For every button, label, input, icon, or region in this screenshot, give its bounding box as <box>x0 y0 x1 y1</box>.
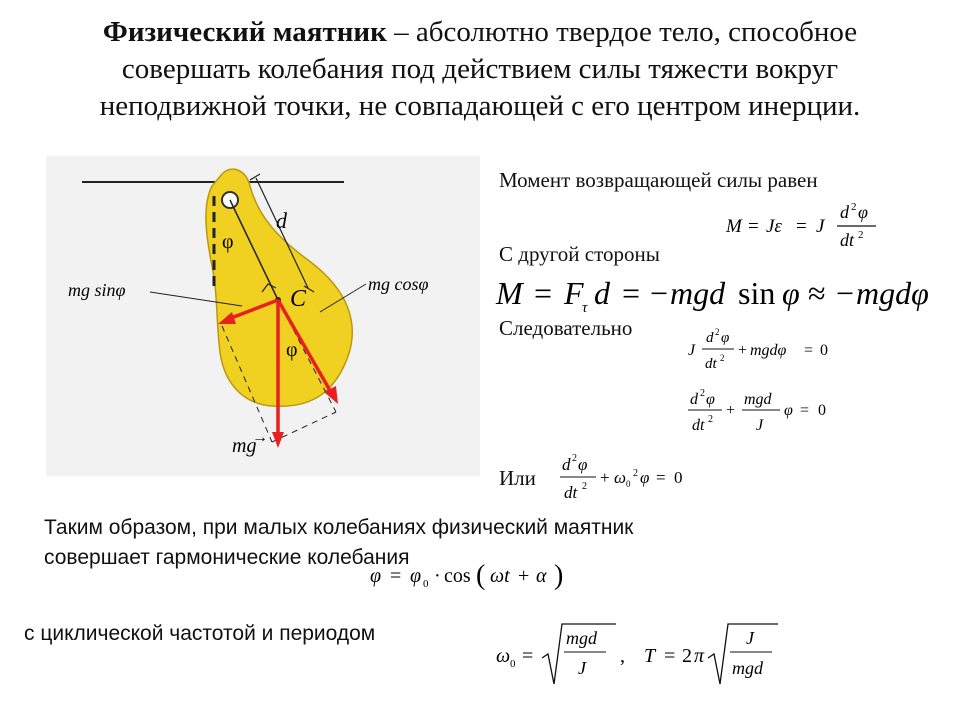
svg-text:2: 2 <box>708 414 713 425</box>
svg-text:≈: ≈ <box>808 275 826 311</box>
svg-text:φ: φ <box>640 468 650 487</box>
svg-text:0: 0 <box>626 479 631 489</box>
svg-text:0: 0 <box>818 402 826 419</box>
svg-text:ωt: ωt <box>490 565 510 587</box>
svg-text:M: M <box>726 216 742 237</box>
svg-text:T: T <box>644 645 656 667</box>
svg-text:d: d <box>706 330 714 346</box>
definition-line-3: неподвижной точки, не совпадающей с его центром инерции. <box>99 90 861 122</box>
svg-text:ω: ω <box>614 468 627 487</box>
equation-harmonic <box>556 446 716 506</box>
svg-text:dt: dt <box>840 230 855 250</box>
svg-text:2: 2 <box>720 353 725 363</box>
label-center: C <box>290 286 307 312</box>
svg-text:d: d <box>562 455 571 474</box>
svg-text:=: = <box>804 342 814 359</box>
svg-text:φ: φ <box>721 330 730 346</box>
label-d: d <box>276 208 287 233</box>
svg-text:τ: τ <box>582 300 588 316</box>
svg-text:0: 0 <box>510 658 516 670</box>
svg-text:2: 2 <box>700 388 705 399</box>
svg-text:·: · <box>434 565 441 587</box>
svg-text:φ: φ <box>706 391 715 408</box>
svg-text:φ: φ <box>858 202 868 222</box>
svg-text:mgdφ: mgdφ <box>856 275 929 311</box>
svg-text:φ: φ <box>784 402 793 419</box>
svg-text:φ: φ <box>578 455 588 474</box>
svg-text:J: J <box>756 417 764 434</box>
svg-text:φ: φ <box>410 565 422 587</box>
frequency-label: с циклической частотой и периодом <box>24 622 376 645</box>
equation-motion-1 <box>686 326 846 376</box>
svg-text:=: = <box>664 645 676 667</box>
svg-text:,: , <box>620 645 625 667</box>
label-phi-bottom: φ <box>286 339 298 361</box>
svg-text:α: α <box>536 565 547 587</box>
svg-text:+: + <box>738 342 748 359</box>
svg-text:mgd: mgd <box>744 391 772 408</box>
label-mg-cos: mg cosφ <box>368 274 429 294</box>
svg-text:): ) <box>554 560 564 591</box>
svg-text:mgdφ: mgdφ <box>750 342 787 359</box>
definition-line-1: – абсолютно твердое тело, способное <box>386 16 858 48</box>
svg-text:dt: dt <box>705 356 717 372</box>
equation-solution <box>368 556 598 592</box>
svg-text:=: = <box>800 402 810 419</box>
definition-line-2: совершать колебания под действием силы тяжести вокруг <box>121 53 839 85</box>
svg-text:d: d <box>690 391 698 408</box>
conclusion-line-2: совершает гармонические колебания <box>44 546 410 569</box>
svg-text:d: d <box>840 202 849 222</box>
svg-text:cos: cos <box>444 565 471 587</box>
svg-text:=: = <box>534 275 553 311</box>
svg-text:2: 2 <box>682 645 692 667</box>
svg-text:+: + <box>726 402 736 419</box>
svg-text:+: + <box>600 468 610 487</box>
term-physical-pendulum: Физический маятник <box>102 16 387 48</box>
svg-text:2: 2 <box>715 327 720 337</box>
svg-text:0: 0 <box>820 342 828 359</box>
conclusion-line-1: Таким образом, при малых колебаниях физический маятник <box>44 516 634 539</box>
svg-text:sin: sin <box>738 275 776 311</box>
svg-text:d: d <box>594 275 610 311</box>
pendulum-figure <box>46 156 480 476</box>
svg-text:−: − <box>836 275 855 311</box>
svg-text:2: 2 <box>572 453 577 464</box>
svg-text:J: J <box>746 628 754 648</box>
label-mg-sin: mg sinφ <box>68 280 126 300</box>
moment-label: Момент возвращающей силы равен <box>499 168 818 192</box>
svg-text:M: M <box>496 275 523 311</box>
equation-frequency-period <box>494 618 794 692</box>
svg-text:Jε: Jε <box>766 216 782 237</box>
definition-title <box>40 14 920 125</box>
svg-text:2: 2 <box>851 201 857 213</box>
svg-text:=: = <box>796 216 807 237</box>
svg-text:π: π <box>694 645 705 667</box>
svg-text:mgd: mgd <box>566 628 597 648</box>
svg-text:2: 2 <box>582 481 587 492</box>
svg-text:F: F <box>564 275 584 311</box>
svg-text:J: J <box>578 658 586 678</box>
svg-text:mgd: mgd <box>732 658 763 678</box>
label-weight: mg <box>232 435 257 457</box>
other-side-label: С другой стороны <box>499 242 660 266</box>
equation-motion-2 <box>686 384 846 438</box>
weight-vector-mark: → <box>252 429 268 446</box>
svg-text:mgd: mgd <box>670 275 726 311</box>
svg-text:=: = <box>656 468 666 487</box>
svg-text:2: 2 <box>858 229 864 241</box>
equation-torque <box>494 268 950 318</box>
svg-text:−: − <box>650 275 669 311</box>
label-phi-top: φ <box>222 231 234 253</box>
svg-text:ω: ω <box>496 645 511 667</box>
svg-text:=: = <box>748 216 759 237</box>
svg-text:0: 0 <box>674 468 683 487</box>
svg-text:+: + <box>518 565 530 587</box>
svg-text:0: 0 <box>423 578 429 590</box>
svg-text:φ: φ <box>782 275 800 311</box>
svg-text:dt: dt <box>564 483 578 502</box>
svg-text:=: = <box>622 275 641 311</box>
svg-text:J: J <box>688 342 696 359</box>
svg-text:dt: dt <box>692 417 705 434</box>
svg-text:=: = <box>390 565 402 587</box>
equation-moment <box>724 198 894 254</box>
svg-text:J: J <box>816 216 825 237</box>
svg-text:φ: φ <box>370 565 382 587</box>
svg-text:(: ( <box>476 560 486 591</box>
or-label: Или <box>499 466 536 490</box>
svg-text:2: 2 <box>633 468 638 479</box>
therefore-label: Следовательно <box>499 316 633 340</box>
svg-text:=: = <box>522 645 534 667</box>
